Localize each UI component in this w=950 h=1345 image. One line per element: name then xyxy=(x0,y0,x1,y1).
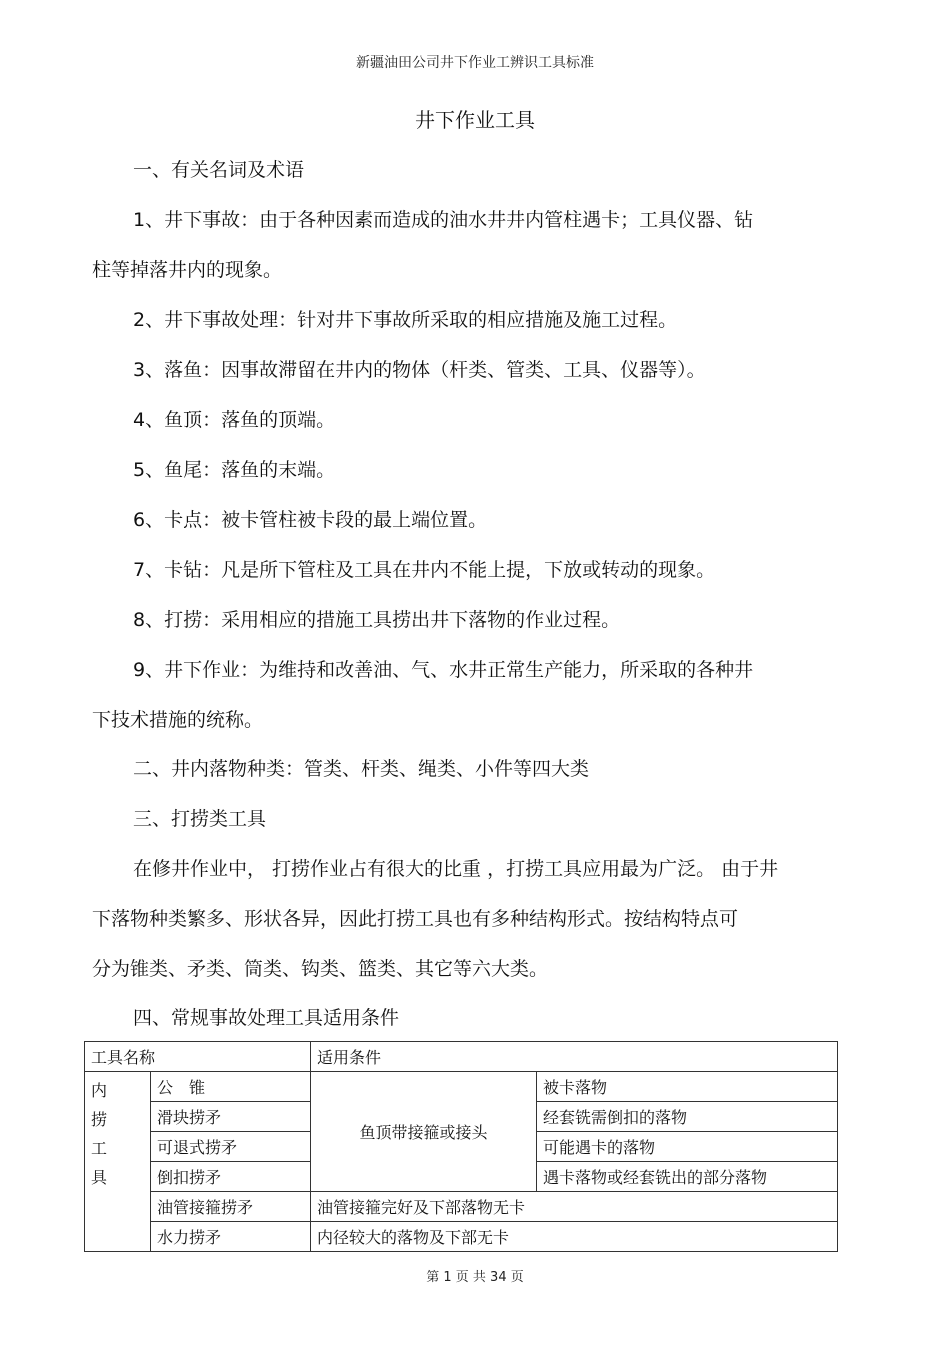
term4: 4、鱼顶：落鱼的顶端。 xyxy=(133,409,336,431)
header-condition: 适用条件 xyxy=(311,1042,838,1072)
detail-cell: 可能遇卡的落物 xyxy=(537,1132,838,1162)
tool-name-cell: 倒扣捞矛 xyxy=(151,1162,311,1192)
section1-heading: 一、有关名词及术语 xyxy=(133,159,305,181)
section2: 二、井内落物种类：管类、杆类、绳类、小件等四大类 xyxy=(133,758,590,780)
table-header-row xyxy=(85,1042,838,1072)
category-char: 工 xyxy=(91,1139,108,1158)
header-tool-name: 工具名称 xyxy=(85,1042,311,1072)
table-row xyxy=(85,1192,838,1222)
table-row xyxy=(85,1222,838,1252)
tool-name-cell: 水力捞矛 xyxy=(151,1222,311,1252)
shared-condition-cell: 鱼顶带接箍或接头 xyxy=(311,1072,537,1192)
term1-line2: 柱等掉落井内的现象。 xyxy=(92,259,283,281)
term8: 8、打捞：采用相应的措施工具捞出井下落物的作业过程。 xyxy=(133,609,621,631)
detail-cell: 被卡落物 xyxy=(537,1072,838,1102)
term1-line1: 1、井下事故：由于各种因素而造成的油水井井内管柱遇卡；工具仪器、钻 xyxy=(133,209,754,231)
term5: 5、鱼尾：落鱼的末端。 xyxy=(133,459,336,481)
page-header: 新疆油田公司井下作业工辨识工具标准 xyxy=(356,55,594,71)
condition-cell: 油管接箍完好及下部落物无卡 xyxy=(311,1192,838,1222)
tool-name-cell: 滑块捞矛 xyxy=(151,1102,311,1132)
category-char: 内 xyxy=(91,1081,108,1100)
condition-cell: 内径较大的落物及下部无卡 xyxy=(311,1222,838,1252)
tool-name-cell: 公 锥 xyxy=(151,1072,311,1102)
table-row xyxy=(85,1072,838,1102)
term2: 2、井下事故处理：针对井下事故所采取的相应措施及施工过程。 xyxy=(133,309,678,331)
section4-heading: 四、常规事故处理工具适用条件 xyxy=(133,1007,400,1029)
section3-para-line2: 下落物种类繁多、形状各异，因此打捞工具也有多种结构形式。按结构特点可 xyxy=(92,908,739,930)
page-footer: 第 1 页 共 34 页 xyxy=(426,1270,524,1285)
term6: 6、卡点：被卡管柱被卡段的最上端位置。 xyxy=(133,509,488,531)
detail-cell: 经套铣需倒扣的落物 xyxy=(537,1102,838,1132)
detail-cell: 遇卡落物或经套铣出的部分落物 xyxy=(537,1162,838,1192)
category-char: 捞 xyxy=(91,1110,108,1129)
tool-name-cell: 油管接箍捞矛 xyxy=(151,1192,311,1222)
term7: 7、卡钻：凡是所下管柱及工具在井内不能上提，下放或转动的现象。 xyxy=(133,559,716,581)
tools-table xyxy=(84,1041,838,1252)
tool-name-cell: 可退式捞矛 xyxy=(151,1132,311,1162)
page-title: 井下作业工具 xyxy=(415,108,535,132)
category-char: 具 xyxy=(91,1168,108,1187)
section3-heading: 三、打捞类工具 xyxy=(133,808,267,830)
term3: 3、落鱼：因事故滞留在井内的物体（杆类、管类、工具、仪器等）。 xyxy=(133,359,706,381)
section3-para-line1: 在修井作业中， 打捞作业占有很大的比重 ，打捞工具应用最为广泛。 由于井 xyxy=(133,858,779,880)
category-cell xyxy=(85,1072,151,1252)
section3-para-line3: 分为锥类、矛类、筒类、钩类、篮类、其它等六大类。 xyxy=(92,958,549,980)
term9-line1: 9、井下作业：为维持和改善油、气、水井正常生产能力，所采取的各种井 xyxy=(133,659,754,681)
term9-line2: 下技术措施的统称。 xyxy=(92,709,264,731)
